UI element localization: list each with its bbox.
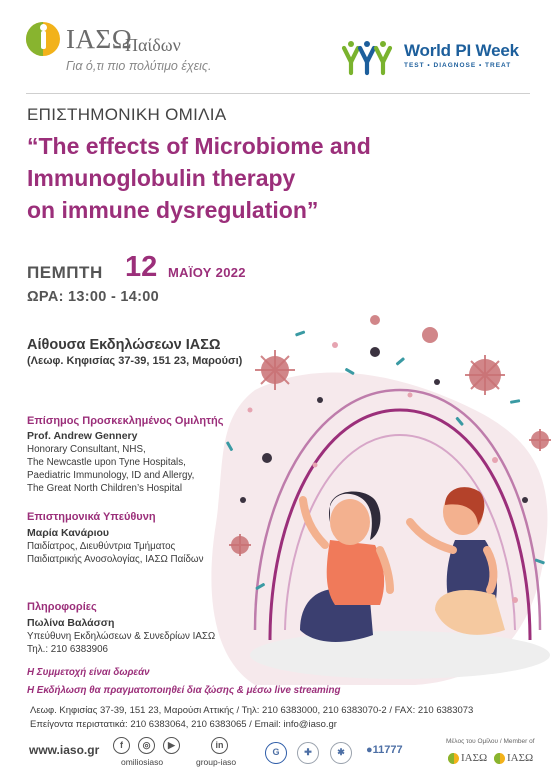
member-logo-1-icon [448,753,459,764]
facebook-icon[interactable]: f [113,737,130,754]
hotline-number: 11777 [372,744,403,756]
scientific-line-2: Παιδιατρικής Ανοσολογίας, ΙΑΣΩ Παίδων [27,554,204,565]
speaker-line-2: The Newcastle upon Tyne Hospitals, [27,457,186,468]
info-block [27,617,215,656]
event-day-number: 12 [125,251,158,283]
iaso-logo-icon [26,22,60,56]
event-title-line-2: Immunoglobulin therapy [27,165,296,191]
tagline: Για ό,τι πιο πολύτιμο έχεις. [66,59,212,73]
event-venue: Αίθουσα Εκδηλώσεων ΙΑΣΩ [27,337,221,353]
event-kicker: ΕΠΙΣΤΗΜΟΝΙΚΗ ΟΜΙΛΙΑ [27,105,227,124]
free-participation-note: Η Συμμετοχή είναι δωρεάν [27,667,150,678]
footer-contact: Επείγοντα περιστατικά: 210 6383064, 210 6383065 / Email: info@iaso.gr [30,719,337,730]
social-handle-1: omiliosiaso [121,757,164,767]
speaker-line-1: Honorary Consultant, NHS, [27,444,146,455]
member-logo-1 [448,752,487,764]
scientific-name: Μαρία Κανάριου [27,527,110,539]
event-title-line-1: “The effects of Microbiome and [27,133,371,159]
brand-subname: Παίδων [125,35,181,55]
website-link[interactable]: www.iaso.gr [29,743,100,757]
speaker-block [27,430,194,495]
linkedin-icon[interactable]: in [211,737,228,754]
member-logo-2-text: ΙΑΣΩ [507,752,534,764]
scientific-line-1: Παιδίατρος, Διευθύντρια Τμήματος [27,541,176,552]
youtube-icon[interactable]: ▶ [163,737,180,754]
header-divider [26,93,530,94]
world-pi-week-subtitle: TEST • DIAGNOSE • TREAT [404,62,512,69]
scientific-block [27,527,203,566]
member-logo-2-icon [494,753,505,764]
event-title-line-3: on immune dysregulation” [27,197,319,223]
speaker-name: Prof. Andrew Gennery [27,430,138,442]
streaming-note: Η Εκδήλωση θα πραγματοποιηθεί δια ζώσης & μέσω live streaming [27,685,341,696]
speaker-line-3: Paediatric Immunology, ID and Allergy, [27,470,195,481]
event-day: ΠΕΜΠΤΗ [27,263,103,282]
social-handle-2: group-iaso [196,757,237,767]
event-venue-address: (Λεωφ. Κηφισίας 37-39, 151 23, Μαρούσι) [27,355,243,367]
event-time: ΩΡΑ: 13:00 - 14:00 [27,289,160,305]
partner-seal-icon: G [265,742,287,764]
info-name: Πωλίνα Βαλάσση [27,617,115,629]
hotline-icon: ● [366,744,373,756]
member-logo-2 [494,752,533,764]
hotline-badge [366,744,403,756]
member-logo-1-text: ΙΑΣΩ [461,752,488,764]
speaker-heading: Επίσημος Προσκεκλημένος Ομιλητής [27,415,224,427]
event-title [27,130,527,226]
speaker-line-4: The Great North Children’s Hospital [27,483,183,494]
world-pi-week-title: World PI Week [404,41,519,60]
info-heading: Πληροφορίες [27,601,97,613]
partner-emblem-icon: ✚ [297,742,319,764]
event-month-year: ΜΑΪΟΥ 2022 [168,265,246,280]
scientific-heading: Επιστημονικά Υπεύθυνη [27,511,156,523]
brand-name: ΙΑΣΩ [66,24,133,54]
partner-crest-icon: ✱ [330,742,352,764]
info-phone: Τηλ.: 210 6383906 [27,644,108,655]
instagram-icon[interactable]: ◎ [138,737,155,754]
footer-address: Λεωφ. Κηφισίας 37-39, 151 23, Μαρούσι Αττικής / Τηλ: 210 6383000, 210 6383070-2 / FAX: 210 6383073 [30,705,474,716]
member-label: Μέλος του Ομίλου / Member of [446,738,535,745]
world-pi-week-people-icon [338,40,400,76]
children-immune-shield-illustration [195,300,555,700]
info-role: Υπεύθυνη Εκδηλώσεων & Συνεδρίων ΙΑΣΩ [27,631,216,642]
